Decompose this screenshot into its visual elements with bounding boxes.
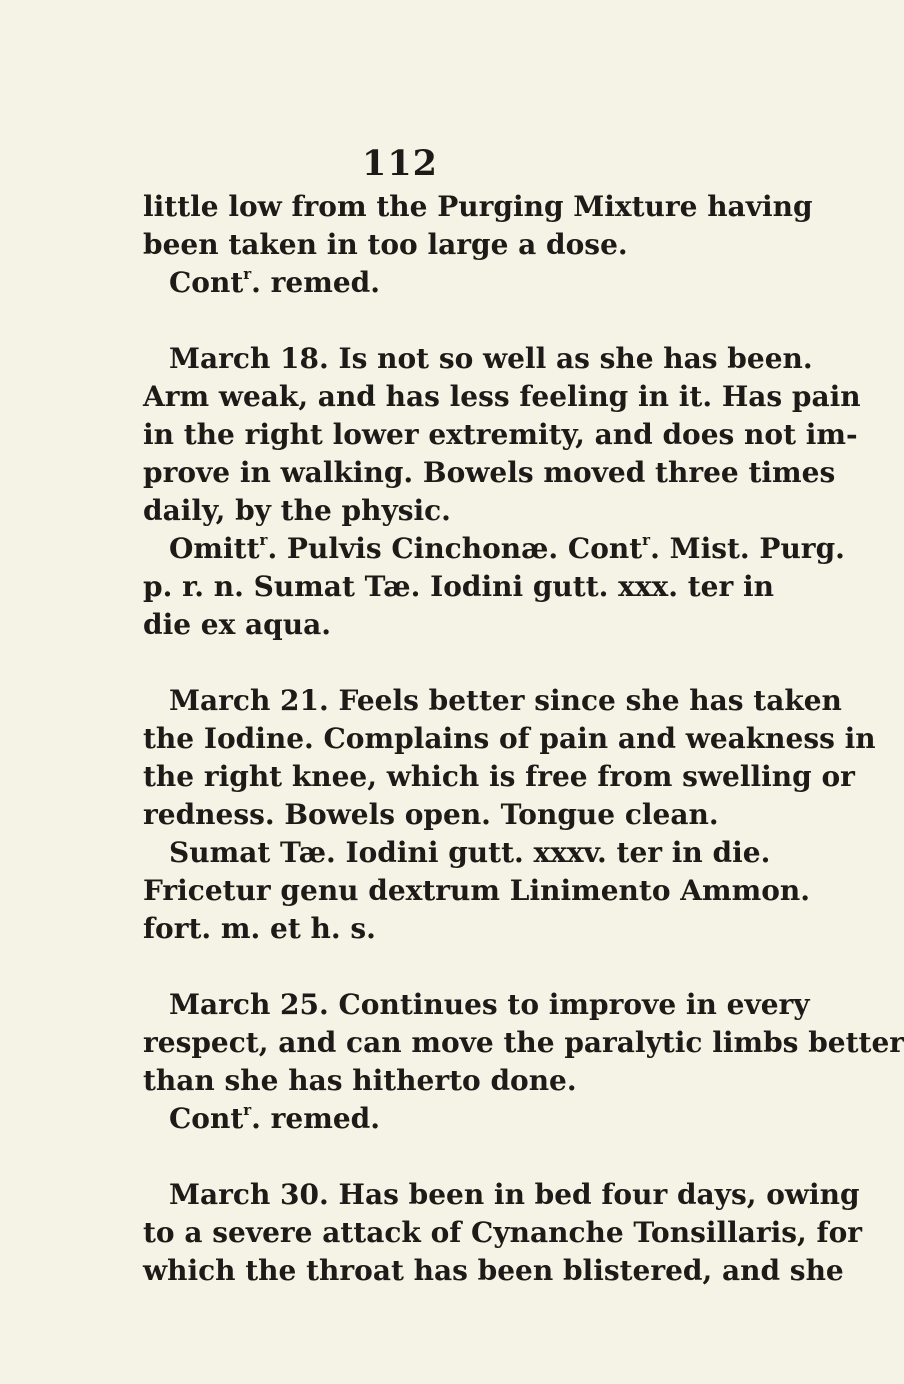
text-line: respect, and can move the paralytic limbs better xyxy=(143,1026,904,1059)
text-line: than she has hitherto done. xyxy=(143,1064,577,1097)
text-line: in the right lower extremity, and does not im- xyxy=(143,418,858,451)
entry-heading-line: March 30. Has been in bed four days, owing xyxy=(169,1178,860,1211)
text-line: been taken in too large a dose. xyxy=(143,228,628,261)
page-body xyxy=(143,188,904,1290)
text-line: which the throat has been blistered, and she xyxy=(143,1254,844,1287)
paragraph-march-18 xyxy=(143,340,861,644)
text-line: the right knee, which is free from swelling or xyxy=(143,760,855,793)
paragraph-1 xyxy=(143,188,813,302)
prescription-line: Fricetur genu dextrum Linimento Ammon. xyxy=(143,874,811,907)
prescription-line: Sumat Tæ. Iodini gutt. xxxv. ter in die. xyxy=(169,836,771,869)
entry-heading-line: March 18. Is not so well as she has been. xyxy=(169,342,813,375)
paragraph-march-21 xyxy=(143,682,876,948)
text-line: to a severe attack of Cynanche Tonsillaris, for xyxy=(143,1216,863,1249)
prescription-line: die ex aqua. xyxy=(143,608,332,641)
text-line: Arm weak, and has less feeling in it. Has pain xyxy=(143,380,861,413)
prescription-line: Cont$^r$. remed. xyxy=(169,1100,381,1135)
text-line: prove in walking. Bowels moved three times xyxy=(143,456,836,489)
text-line: daily, by the physic. xyxy=(143,494,451,527)
text-line: redness. Bowels open. Tongue clean. xyxy=(143,798,719,831)
paragraph-march-30 xyxy=(143,1176,863,1290)
text-line: little low from the Purging Mixture having xyxy=(143,190,813,223)
entry-heading-line: March 25. Continues to improve in every xyxy=(169,988,810,1021)
text-line: the Iodine. Complains of pain and weakness in xyxy=(143,722,876,755)
page-number: 112 xyxy=(361,143,439,184)
paragraph-march-25 xyxy=(143,986,904,1138)
prescription-line: fort. m. et h. s. xyxy=(143,912,376,945)
entry-heading-line: March 21. Feels better since she has taken xyxy=(169,684,842,717)
prescription-line: Omitt$^r$. Pulvis Cinchonæ. Cont$^r$. Mist. Purg. xyxy=(169,530,845,565)
prescription-line: Cont$^r$. remed. xyxy=(169,264,381,299)
prescription-line: p. r. n. Sumat Tæ. Iodini gutt. xxx. ter in xyxy=(143,570,774,603)
